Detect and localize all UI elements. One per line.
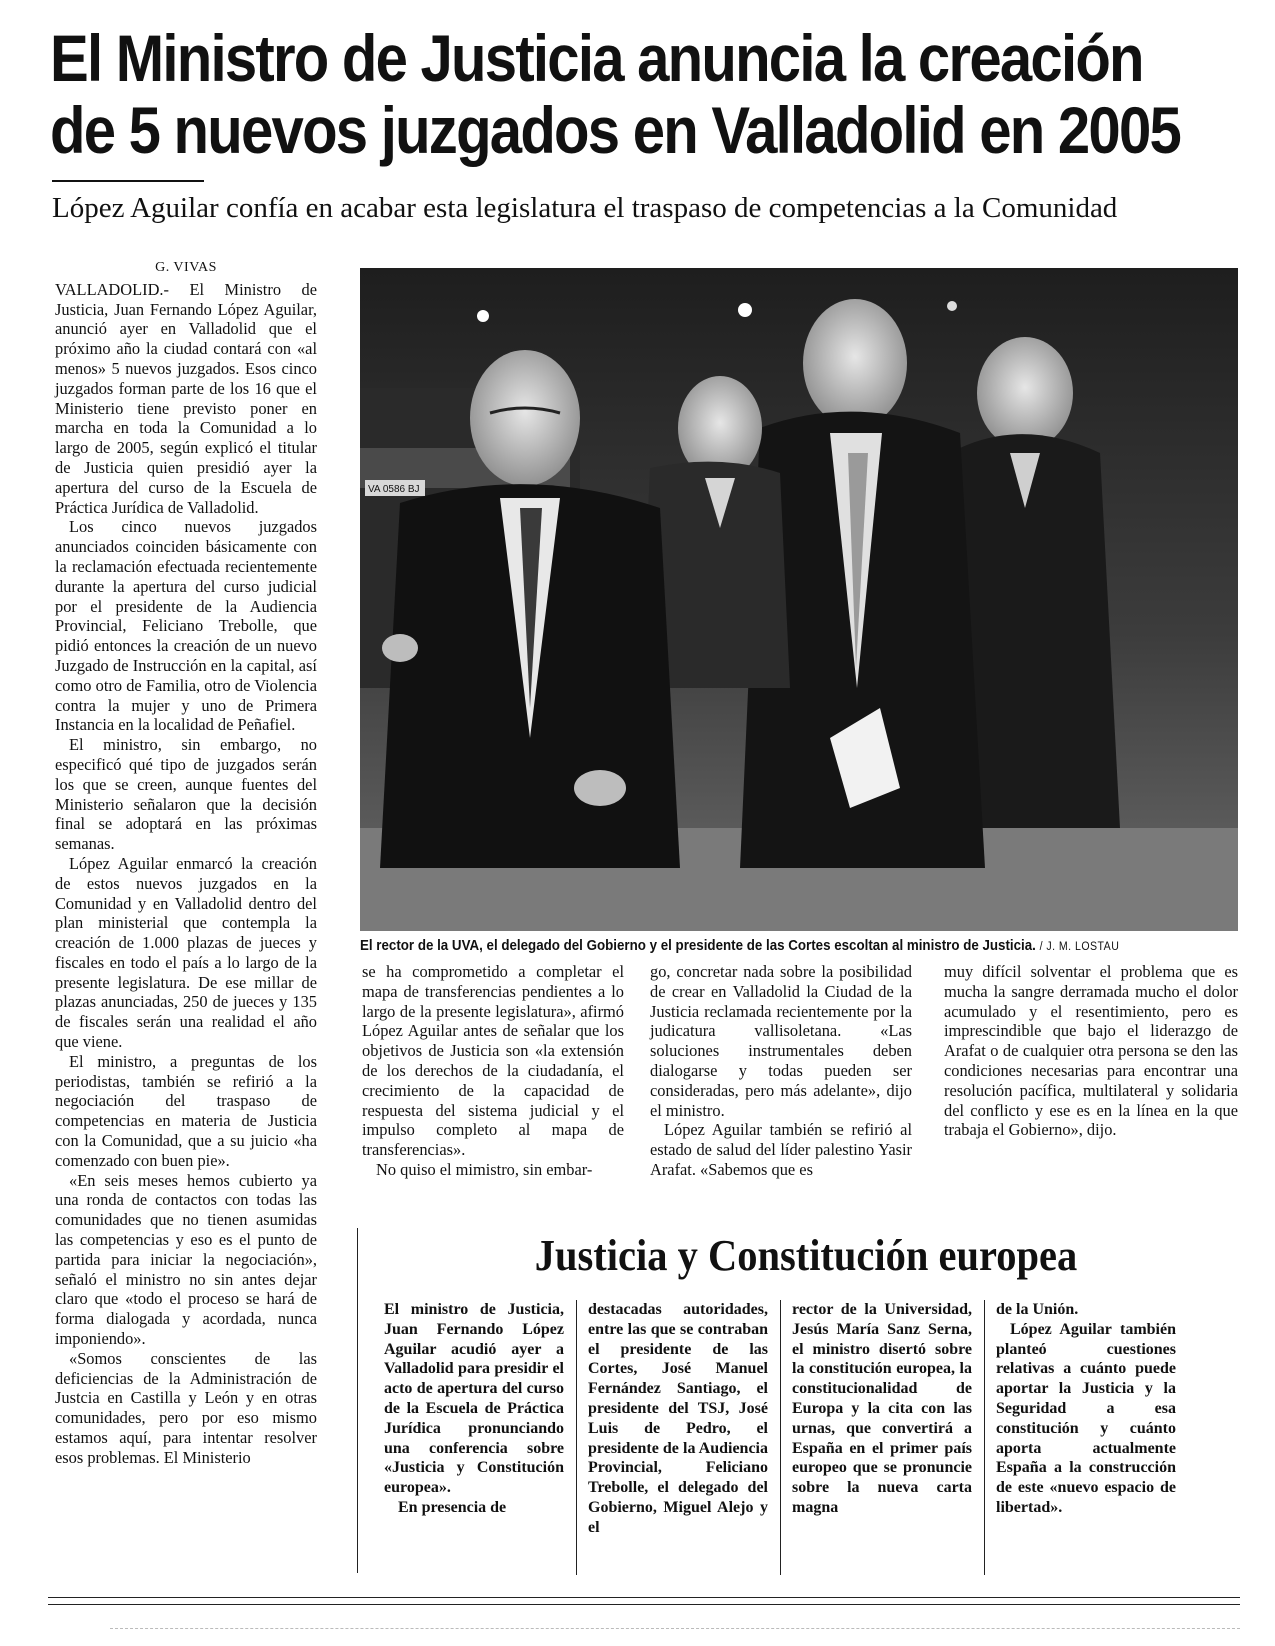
paragraph: El ministro de Justicia, Juan Fernando López Aguilar acudió ayer a Valladolid para presidir el acto de apertura del curso de la Escuela de Práctica Jurídica pronunciando una conferencia sobre «Justicia y Constitución europea».	[384, 1301, 564, 1497]
headline	[50, 21, 1181, 167]
article-column-1	[55, 258, 317, 1598]
box-title: Justicia y Constitución europea	[534, 1231, 1078, 1280]
paragraph: En presencia de	[398, 1498, 507, 1516]
photo-caption	[360, 938, 1170, 954]
photo-credit: / J. M. LOSTAU	[1039, 941, 1120, 953]
box-column-3	[792, 1300, 972, 1580]
paragraph: rector de la Universidad, Jesús María Sanz Serna, el ministro disertó sobre la constitución europea, la constitucionalidad de Europa y la cita con las urnas, que convertirá a España en el primer país europeo que se pronuncie sobre la nueva carta magna	[792, 1301, 972, 1516]
paragraph: «En seis meses hemos cubierto ya una ronda de contactos con todas las comunidades que no tienen asumidas las competencias y eso es el punto de partida para iniciar la negociación», señaló el ministro no sin antes dejar claro que «todo el proceso se hará de forma dialogada y acordada, nunca imponiendo».	[55, 1170, 317, 1349]
box-column-2	[588, 1300, 768, 1580]
box-column-4	[996, 1300, 1176, 1580]
paragraph: go, concretar nada sobre la posibilidad de crear en Valladolid la Ciudad de la Justicia reclamada recientemente por la judicatura vallisoletana. «Las soluciones instrumentales deben dialogarse y todas pueden ser consideradas, pero más adelante», dijo el ministro.	[650, 962, 912, 1120]
box-divider	[576, 1300, 577, 1575]
headline-rule	[52, 180, 204, 182]
headline-line-2: de 5 nuevos juzgados en Valladolid en 2005	[50, 93, 1181, 167]
paragraph: VALLADOLID.- El Ministro de Justicia, Juan Fernando López Aguilar, anunció ayer en Valladolid que el próximo año la ciudad contará con «al menos» 5 nuevos juzgados. Esos cinco juzgados forman parte de los 16 que el Ministerio tiene previsto poner en marcha en toda la Comunidad a lo largo de 2005, según explicó el titular de Justicia quien presidió ayer la apertura del curso de la Escuela de Práctica Jurídica de Valladolid.	[55, 279, 317, 517]
bottom-rule	[48, 1597, 1240, 1598]
article-column-3	[650, 962, 912, 1179]
paragraph: de la Unión.	[996, 1301, 1079, 1318]
box-divider	[780, 1300, 781, 1575]
paragraph: muy difícil solventar el problema que es mucha la sangre derramada mucho el dolor acumulado y el resentimiento, pero es imprescindible que bajo el liderazgo de Arafat o de cualquier otra persona se den las condiciones necesarias para encontrar una resolución pacífica, multilateral y solidaria del conflicto y ese es en la línea en la que trabaja el Gobierno», dijo.	[944, 962, 1238, 1140]
paragraph: El ministro, sin embargo, no especificó qué tipo de juzgados serán los que se creen, aunque fuentes del Ministerio señalaron que la decisión final se adoptará en las próximas semanas.	[55, 735, 317, 854]
news-photo	[360, 268, 1238, 931]
headline-line-1: El Ministro de Justicia anuncia la creación	[50, 21, 1143, 95]
box-divider	[984, 1300, 985, 1575]
paragraph: El ministro, a preguntas de los periodistas, también se refirió a la negociación del traspaso de competencias en materia de Justicia con la Comunidad, que a su juicio «ha comenzado con buen pie».	[55, 1051, 317, 1170]
paragraph: Los cinco nuevos juzgados anunciados coinciden básicamente con la reclamación efectuada recientemente durante la apertura del curso judicial por el presidente de la Audiencia Provincial, Feliciano Trebolle, que pidió entonces la creación de un nuevo Juzgado de Instrucción en la capital, así como otro de Familia, otro de Violencia contra la mujer y uno de Primera Instancia en la localidad de Peñafiel.	[55, 517, 317, 735]
caption-text: El rector de la UVA, el delegado del Gobierno y el presidente de las Cortes escoltan al ministro de Justicia.	[360, 938, 1036, 954]
bottom-rule	[48, 1604, 1240, 1605]
paragraph: López Aguilar también planteó cuestiones relativas a cuánto puede aportar la Justicia y la Seguridad a esa constitución y cuánto aporta actualmente España a la construcción de este «nuevo espacio de libertad».	[996, 1320, 1176, 1516]
subheadline: López Aguilar confía en acabar esta legislatura el traspaso de competencias a la Comunidad	[52, 192, 1118, 224]
paragraph: López Aguilar también se refirió al estado de salud del líder palestino Yasir Arafat. «Sabemos que es	[650, 1120, 912, 1179]
box-left-border	[357, 1228, 358, 1573]
paragraph: López Aguilar enmarcó la creación de estos nuevos juzgados en la Comunidad y en Valladolid dentro del plan ministerial que contempla la creación de 1.000 plazas de jueces y fiscales en todo el país a lo largo de la presente legislatura. De ese millar de plazas anunciadas, 250 de jueces y 135 de fiscales serán una realidad el año que viene.	[55, 853, 317, 1052]
photo-illustration	[360, 268, 1238, 931]
paragraph: destacadas autoridades, entre las que se contraban el presidente de las Cortes, José Manuel Fernández Santiago, el presidente del TSJ, José Luis de Pedro, el presidente de la Audiencia Provincial, Feliciano Trebolle, el delegado del Gobierno, Miguel Alejo y el	[588, 1301, 768, 1536]
box-column-1	[384, 1300, 564, 1580]
plate-text: VA 0586 BJ	[368, 484, 420, 495]
paragraph: «Somos conscientes de las deficiencias de la Administración de Justcia en Castilla y León y en otras comunidades, pero por eso mismo estamos aquí, para intentar resolver esos problemas. El Ministerio	[55, 1348, 317, 1467]
bottom-dashed-rule	[110, 1628, 1240, 1629]
byline: G. VIVAS	[155, 260, 217, 275]
article-column-2	[362, 962, 624, 1179]
article-column-4	[944, 962, 1238, 1167]
paragraph: No quiso el mimistro, sin embar-	[376, 1159, 593, 1179]
paragraph: se ha comprometido a completar el mapa de transferencias pendientes a lo largo de la presente legislatura», afirmó López Aguilar antes de señalar que los objetivos de Justicia son «la extensión de los derechos de la ciudadanía, el crecimiento de la capacidad de respuesta del sistema judicial y el impulso completo al mapa de transferencias».	[362, 962, 624, 1160]
